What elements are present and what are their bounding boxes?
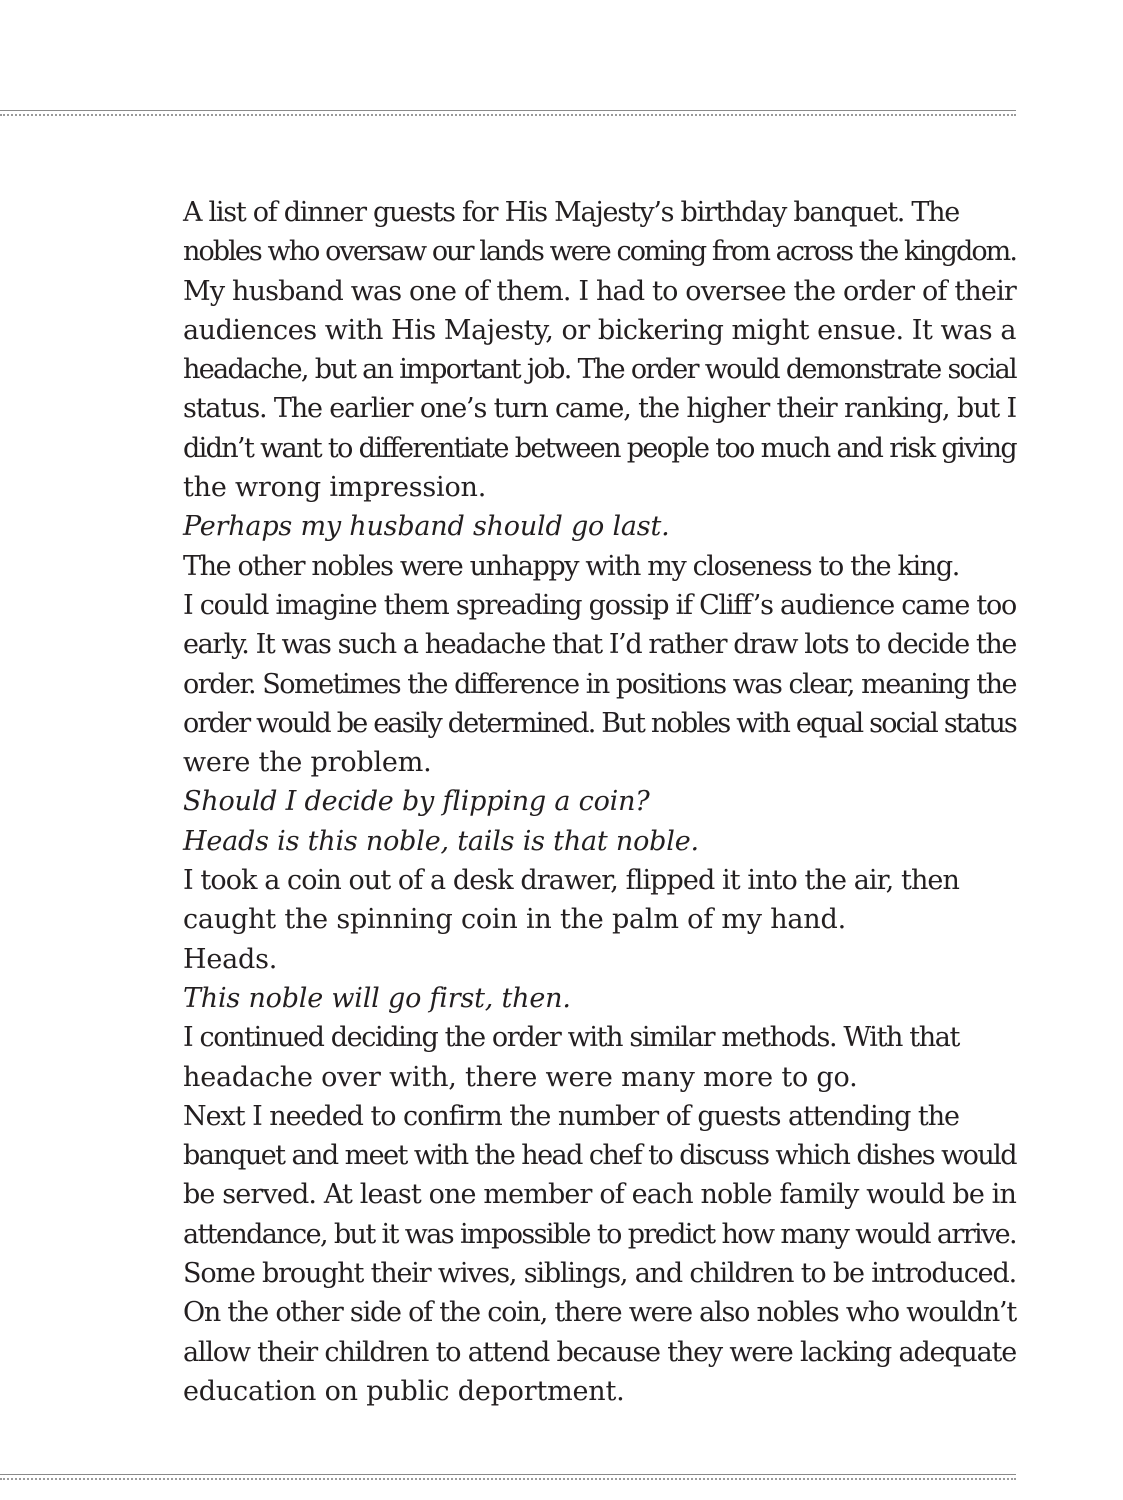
text-line: early. It was such a headache that I’d rather draw lots to decide the [183,629,1016,661]
italic-paragraph [126,822,1016,861]
text-line: status. The earlier one’s turn came, the higher their ranking, but I [183,393,1016,425]
paragraph [126,1018,1016,1097]
text-line: allow their children to attend because they were lacking adequate [183,1336,1016,1368]
text-line: caught the spinning coin in the palm of my hand. [183,904,846,936]
text-line: Heads is this noble, tails is that noble. [183,825,699,857]
paragraph [126,861,1016,940]
paragraph [126,193,1016,507]
header-rule-dots [0,114,1016,116]
header-rule-line [0,110,1016,111]
text-line: were the problem. [183,747,432,779]
body-text [126,193,1016,1411]
text-line: On the other side of the coin, there were also nobles who wouldn’t [183,1297,1017,1329]
text-line: This noble will go first, then. [183,982,571,1014]
italic-paragraph [126,782,1016,821]
paragraph [126,1097,1016,1411]
text-line: Perhaps my husband should go last. [183,511,670,543]
text-line: I took a coin out of a desk drawer, flipped it into the air, then [183,865,959,897]
text-line: nobles who oversaw our lands were coming from across the kingdom. [183,236,1016,268]
header-rule [0,110,1016,119]
paragraph [126,940,1016,979]
text-line: order would be easily determined. But nobles with equal social status [183,707,1016,739]
text-line: headache, but an important job. The order would demonstrate social [183,354,1016,386]
text-line: My husband was one of them. I had to oversee the order of their [183,275,1016,307]
text-line: be served. At least one member of each noble family would be in [183,1179,1016,1211]
text-line: Next I needed to confirm the number of guests attending the [183,1100,959,1132]
paragraph [126,547,1016,783]
text-line: Should I decide by flipping a coin? [183,786,650,818]
footer-rule-line [0,1474,1016,1475]
italic-paragraph [126,979,1016,1018]
text-line: I continued deciding the order with similar methods. With that [183,1022,959,1054]
text-line: didn’t want to differentiate between people too much and risk giving [183,432,1016,464]
footer-rule-dots [0,1478,1016,1480]
italic-paragraph [126,507,1016,546]
text-line: I could imagine them spreading gossip if Cliff’s audience came too [183,589,1016,621]
text-line: education on public deportment. [183,1375,625,1407]
text-line: headache over with, there were many more to go. [183,1061,858,1093]
text-line: the wrong impression. [183,472,487,504]
text-line: order. Sometimes the difference in positions was clear, meaning the [183,668,1016,700]
text-line: The other nobles were unhappy with my closeness to the king. [183,550,959,582]
text-line: banquet and meet with the head chef to discuss which dishes would [183,1140,1016,1172]
text-line: Some brought their wives, siblings, and children to be introduced. [183,1258,1016,1290]
footer-rule [0,1474,1016,1483]
text-line: audiences with His Majesty, or bickering might ensue. It was a [183,314,1016,346]
text-line: attendance, but it was impossible to predict how many would arrive. [183,1218,1016,1250]
text-line: A list of dinner guests for His Majesty’s birthday banquet. The [183,197,959,228]
text-line: Heads. [183,943,278,975]
